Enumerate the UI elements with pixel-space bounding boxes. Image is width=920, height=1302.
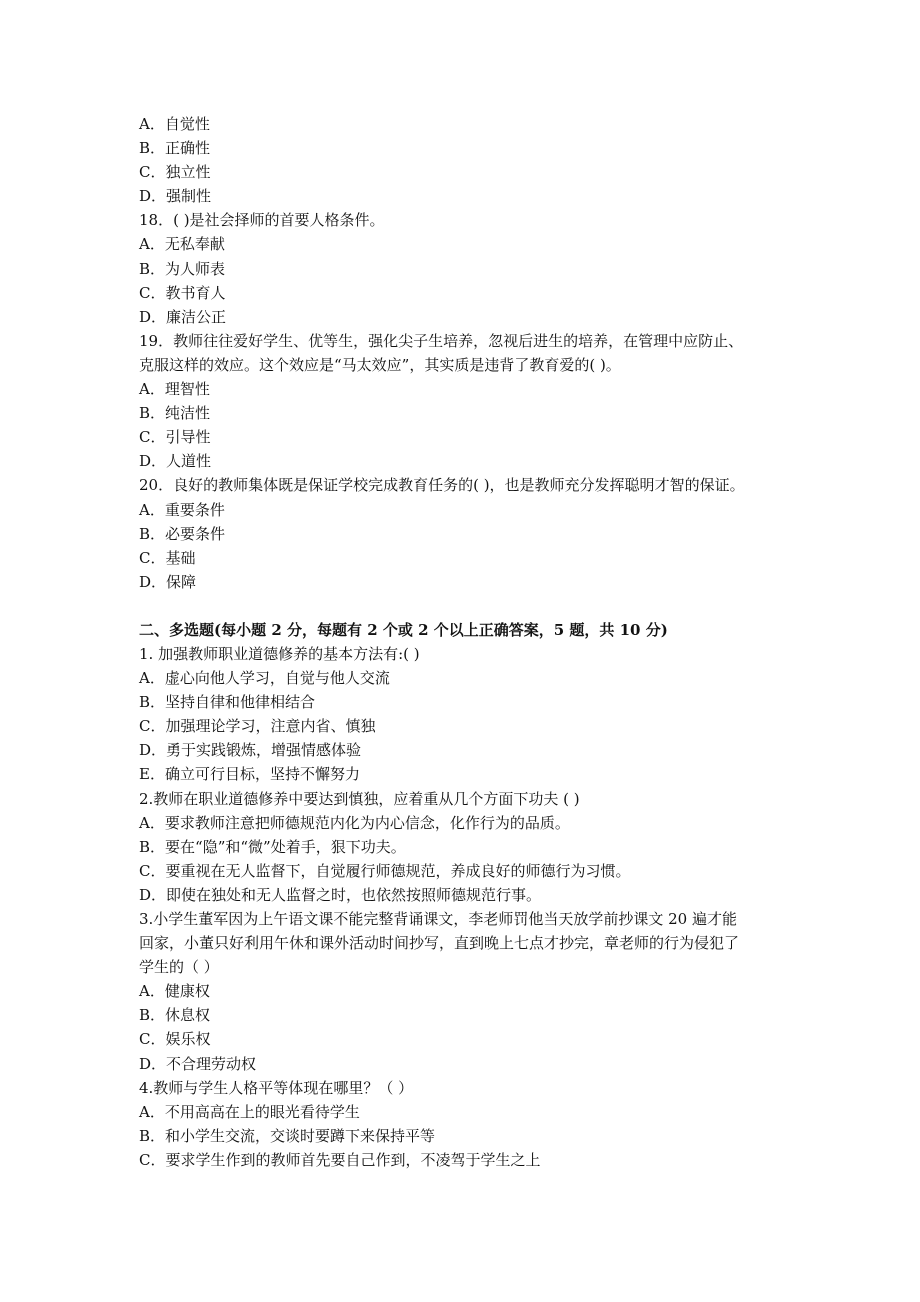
- q19-stem-line-2: 克服这样的效应。这个效应是“马太效应”，其实质是违背了教育爱的( )。: [139, 355, 621, 374]
- q18-option-a: A．无私奉献: [139, 235, 225, 254]
- mq3-stem-line-3: 学生的（ ）: [139, 958, 219, 977]
- q20-stem: 20．良好的教师集体既是保证学校完成教育任务的( )，也是教师充分发挥聪明才智的保证。: [139, 476, 745, 495]
- mq3-option-c: C．娱乐权: [139, 1030, 211, 1049]
- mq1-option-e: E．确立可行目标，坚持不懈努力: [139, 765, 360, 784]
- mq2-stem: 2.教师在职业道德修养中要达到慎独，应着重从几个方面下功夫 ( ): [139, 789, 580, 808]
- q20-option-a: A．重要条件: [139, 500, 225, 519]
- q20-option-b: B．必要条件: [139, 524, 226, 543]
- mq2-option-b: B．要在“隐”和“微”处着手，狠下功夫。: [139, 837, 406, 856]
- q18-stem: 18．( )是社会择师的首要人格条件。: [139, 211, 385, 230]
- mq4-option-a: A．不用高高在上的眼光看待学生: [139, 1102, 360, 1121]
- mq2-option-a: A．要求教师注意把师德规范内化为内心信念，化作行为的品质。: [139, 813, 570, 832]
- mq2-option-c: C．要重视在无人监督下，自觉履行师德规范，养成良好的师德行为习惯。: [139, 861, 631, 880]
- mq3-option-d: D．不合理劳动权: [139, 1054, 257, 1073]
- q18-option-d: D．廉洁公正: [139, 307, 227, 326]
- q17-option-d: D．强制性: [139, 187, 212, 206]
- mq3-option-a: A．健康权: [139, 982, 210, 1001]
- q19-stem-line-1: 19．教师往往爱好学生、优等生，强化尖子生培养，忽视后进生的培养，在管理中应防止、: [139, 331, 744, 350]
- q17-option-c: C．独立性: [139, 163, 211, 182]
- q20-option-d: D．保障: [139, 572, 197, 591]
- mq4-option-b: B．和小学生交流，交谈时要蹲下来保持平等: [139, 1126, 436, 1145]
- mq4-stem: 4.教师与学生人格平等体现在哪里？（ ）: [139, 1078, 414, 1097]
- q19-option-b: B．纯洁性: [139, 404, 211, 423]
- section-2-heading: 二、多选题(每小题 2 分，每题有 2 个或 2 个以上正确答案，5 题，共 10 分): [139, 620, 668, 639]
- mq3-stem-line-2: 回家，小董只好利用午休和课外活动时间抄写，直到晚上七点才抄完，章老师的行为侵犯了: [139, 934, 740, 953]
- document-page: [139, 112, 799, 1172]
- q18-option-b: B．为人师表: [139, 259, 226, 278]
- mq1-option-a: A．虚心向他人学习，自觉与他人交流: [139, 669, 390, 688]
- mq3-stem-line-1: 3.小学生董军因为上午语文课不能完整背诵课文，李老师罚他当天放学前抄课文 20 遍才能: [139, 910, 737, 928]
- q19-option-c: C．引导性: [139, 428, 211, 447]
- q17-option-b: B．正确性: [139, 139, 211, 158]
- q19-option-a: A．理智性: [139, 380, 210, 399]
- section-spacer: [139, 594, 799, 618]
- q17-option-a: A．自觉性: [139, 115, 210, 133]
- mq1-option-c: C．加强理论学习，注意内省、慎独: [139, 717, 376, 736]
- mq1-option-b: B．坚持自律和他律相结合: [139, 693, 316, 712]
- q20-option-c: C．基础: [139, 548, 196, 567]
- mq3-option-b: B．休息权: [139, 1006, 211, 1025]
- mq1-option-d: D．勇于实践锻炼，增强情感体验: [139, 741, 362, 760]
- mq4-option-c: C．要求学生作到的教师首先要自己作到，不凌驾于学生之上: [139, 1150, 541, 1169]
- mq1-stem: 1. 加强教师职业道德修养的基本方法有:( ): [139, 644, 420, 663]
- q18-option-c: C．教书育人: [139, 283, 226, 302]
- mq2-option-d: D．即使在独处和无人监督之时，也依然按照师德规范行事。: [139, 885, 542, 904]
- q19-option-d: D．人道性: [139, 452, 212, 471]
